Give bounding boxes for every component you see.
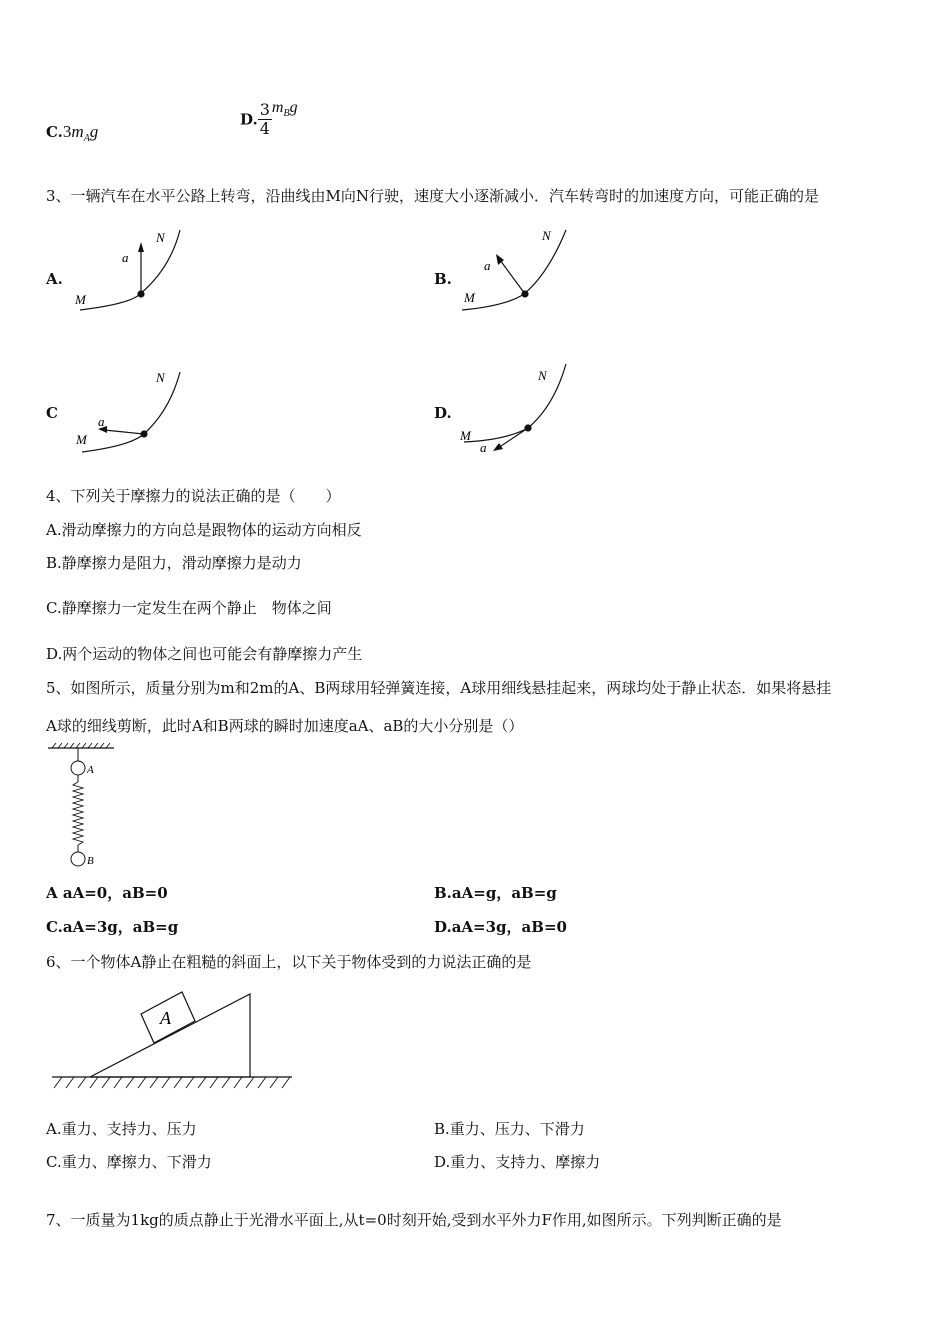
- q3c-n-text: N: [156, 370, 165, 385]
- q3-option-c-label[interactable]: C: [46, 404, 58, 422]
- q5-ball-b-text: B: [87, 855, 94, 867]
- q3-stem: 3、一辆汽车在水平公路上转弯，沿曲线由M向N行驶，速度大小逐渐减小．汽车转弯时的加速度方向，可能正确的是: [46, 187, 820, 205]
- q2-option-c[interactable]: [46, 122, 98, 144]
- q7-stem: 7、一质量为1kg的质点静止于光滑水平面上,从t=0时刻开始,受到水平外力F作用,如图所示。下列判断正确的是: [46, 1211, 782, 1229]
- q5-option-b[interactable]: B.aA=g，aB=g: [434, 884, 557, 902]
- q6-stem: 6、一个物体A静止在粗糙的斜面上，以下关于物体受到的力说法正确的是: [46, 953, 532, 971]
- q2-option-c-m: m: [71, 122, 84, 141]
- q3a-a-text: a: [122, 250, 129, 265]
- q3-figure-d: [456, 360, 581, 460]
- q3a-n-text: N: [156, 230, 165, 245]
- q2-option-c-sub: A: [83, 133, 90, 145]
- q3c-m-text: M: [76, 432, 87, 447]
- q2-option-d-fraction: $\frac{3}{4}$: [259, 100, 270, 138]
- q3d-a-text: a: [480, 440, 487, 455]
- q3a-m-text: M: [75, 292, 86, 307]
- q3-option-a-label[interactable]: A.: [46, 270, 63, 288]
- q6-option-d[interactable]: D.重力、支持力、摩擦力: [434, 1153, 601, 1171]
- q2-option-d[interactable]: [240, 101, 298, 138]
- q6-option-c[interactable]: C.重力、摩擦力、下滑力: [46, 1153, 212, 1171]
- q2-option-d-m: m: [271, 99, 284, 116]
- q3c-a-text: a: [98, 414, 105, 429]
- q3b-n-text: N: [542, 228, 551, 243]
- q6-option-b[interactable]: B.重力、压力、下滑力: [434, 1120, 585, 1138]
- q4-option-c[interactable]: C.静摩擦力一定发生在两个静止 物体之间: [46, 599, 332, 617]
- q3d-n-text: N: [538, 368, 547, 383]
- q4-option-b[interactable]: B.静摩擦力是阻力，滑动摩擦力是动力: [46, 554, 302, 572]
- q3-figure-c: [70, 364, 195, 456]
- q5-option-d[interactable]: D.aA=3g，aB=0: [434, 918, 567, 936]
- q2-option-d-sub: B: [283, 108, 290, 120]
- q3b-m-text: M: [464, 290, 475, 305]
- q2-option-d-g: g: [289, 99, 298, 116]
- q5-option-a[interactable]: A aA=0，aB=0: [46, 884, 168, 902]
- q3-figure-b: [456, 224, 581, 316]
- q2-option-c-g: g: [89, 122, 99, 141]
- q4-stem: 4、下列关于摩擦力的说法正确的是（ ）: [46, 487, 341, 505]
- q6-option-a[interactable]: A.重力、支持力、压力: [46, 1120, 197, 1138]
- q4-option-d[interactable]: D.两个运动的物体之间也可能会有静摩擦力产生: [46, 645, 363, 663]
- q5-ball-a-text: A: [87, 764, 94, 776]
- q5-stem-line2: A球的细线剪断，此时A和B两球的瞬时加速度aA、aB的大小分别是（）: [46, 717, 524, 735]
- q6-block-text: A: [160, 1008, 171, 1028]
- q2-option-c-coef: 3: [62, 122, 72, 141]
- q3b-a-text: a: [484, 258, 491, 273]
- q5-stem-line1: 5、如图所示，质量分别为m和2m的A、B两球用轻弹簧连接，A球用细线悬挂起来，两球均处于静止状态．如果将悬挂: [46, 679, 832, 697]
- q5-spring-figure: [44, 742, 124, 868]
- q4-option-a[interactable]: A.滑动摩擦力的方向总是跟物体的运动方向相反: [46, 521, 362, 539]
- q5-option-c[interactable]: C.aA=3g，aB=g: [46, 918, 179, 936]
- q6-incline-figure: [48, 984, 298, 1094]
- q3-option-d-label[interactable]: D.: [434, 404, 452, 422]
- q2-option-d-label: D.: [240, 110, 258, 129]
- q2-option-c-label: C.: [46, 123, 63, 141]
- q3d-m-text: M: [460, 428, 471, 443]
- q3-figure-a: [70, 224, 195, 316]
- q3-option-b-label[interactable]: B.: [434, 270, 452, 288]
